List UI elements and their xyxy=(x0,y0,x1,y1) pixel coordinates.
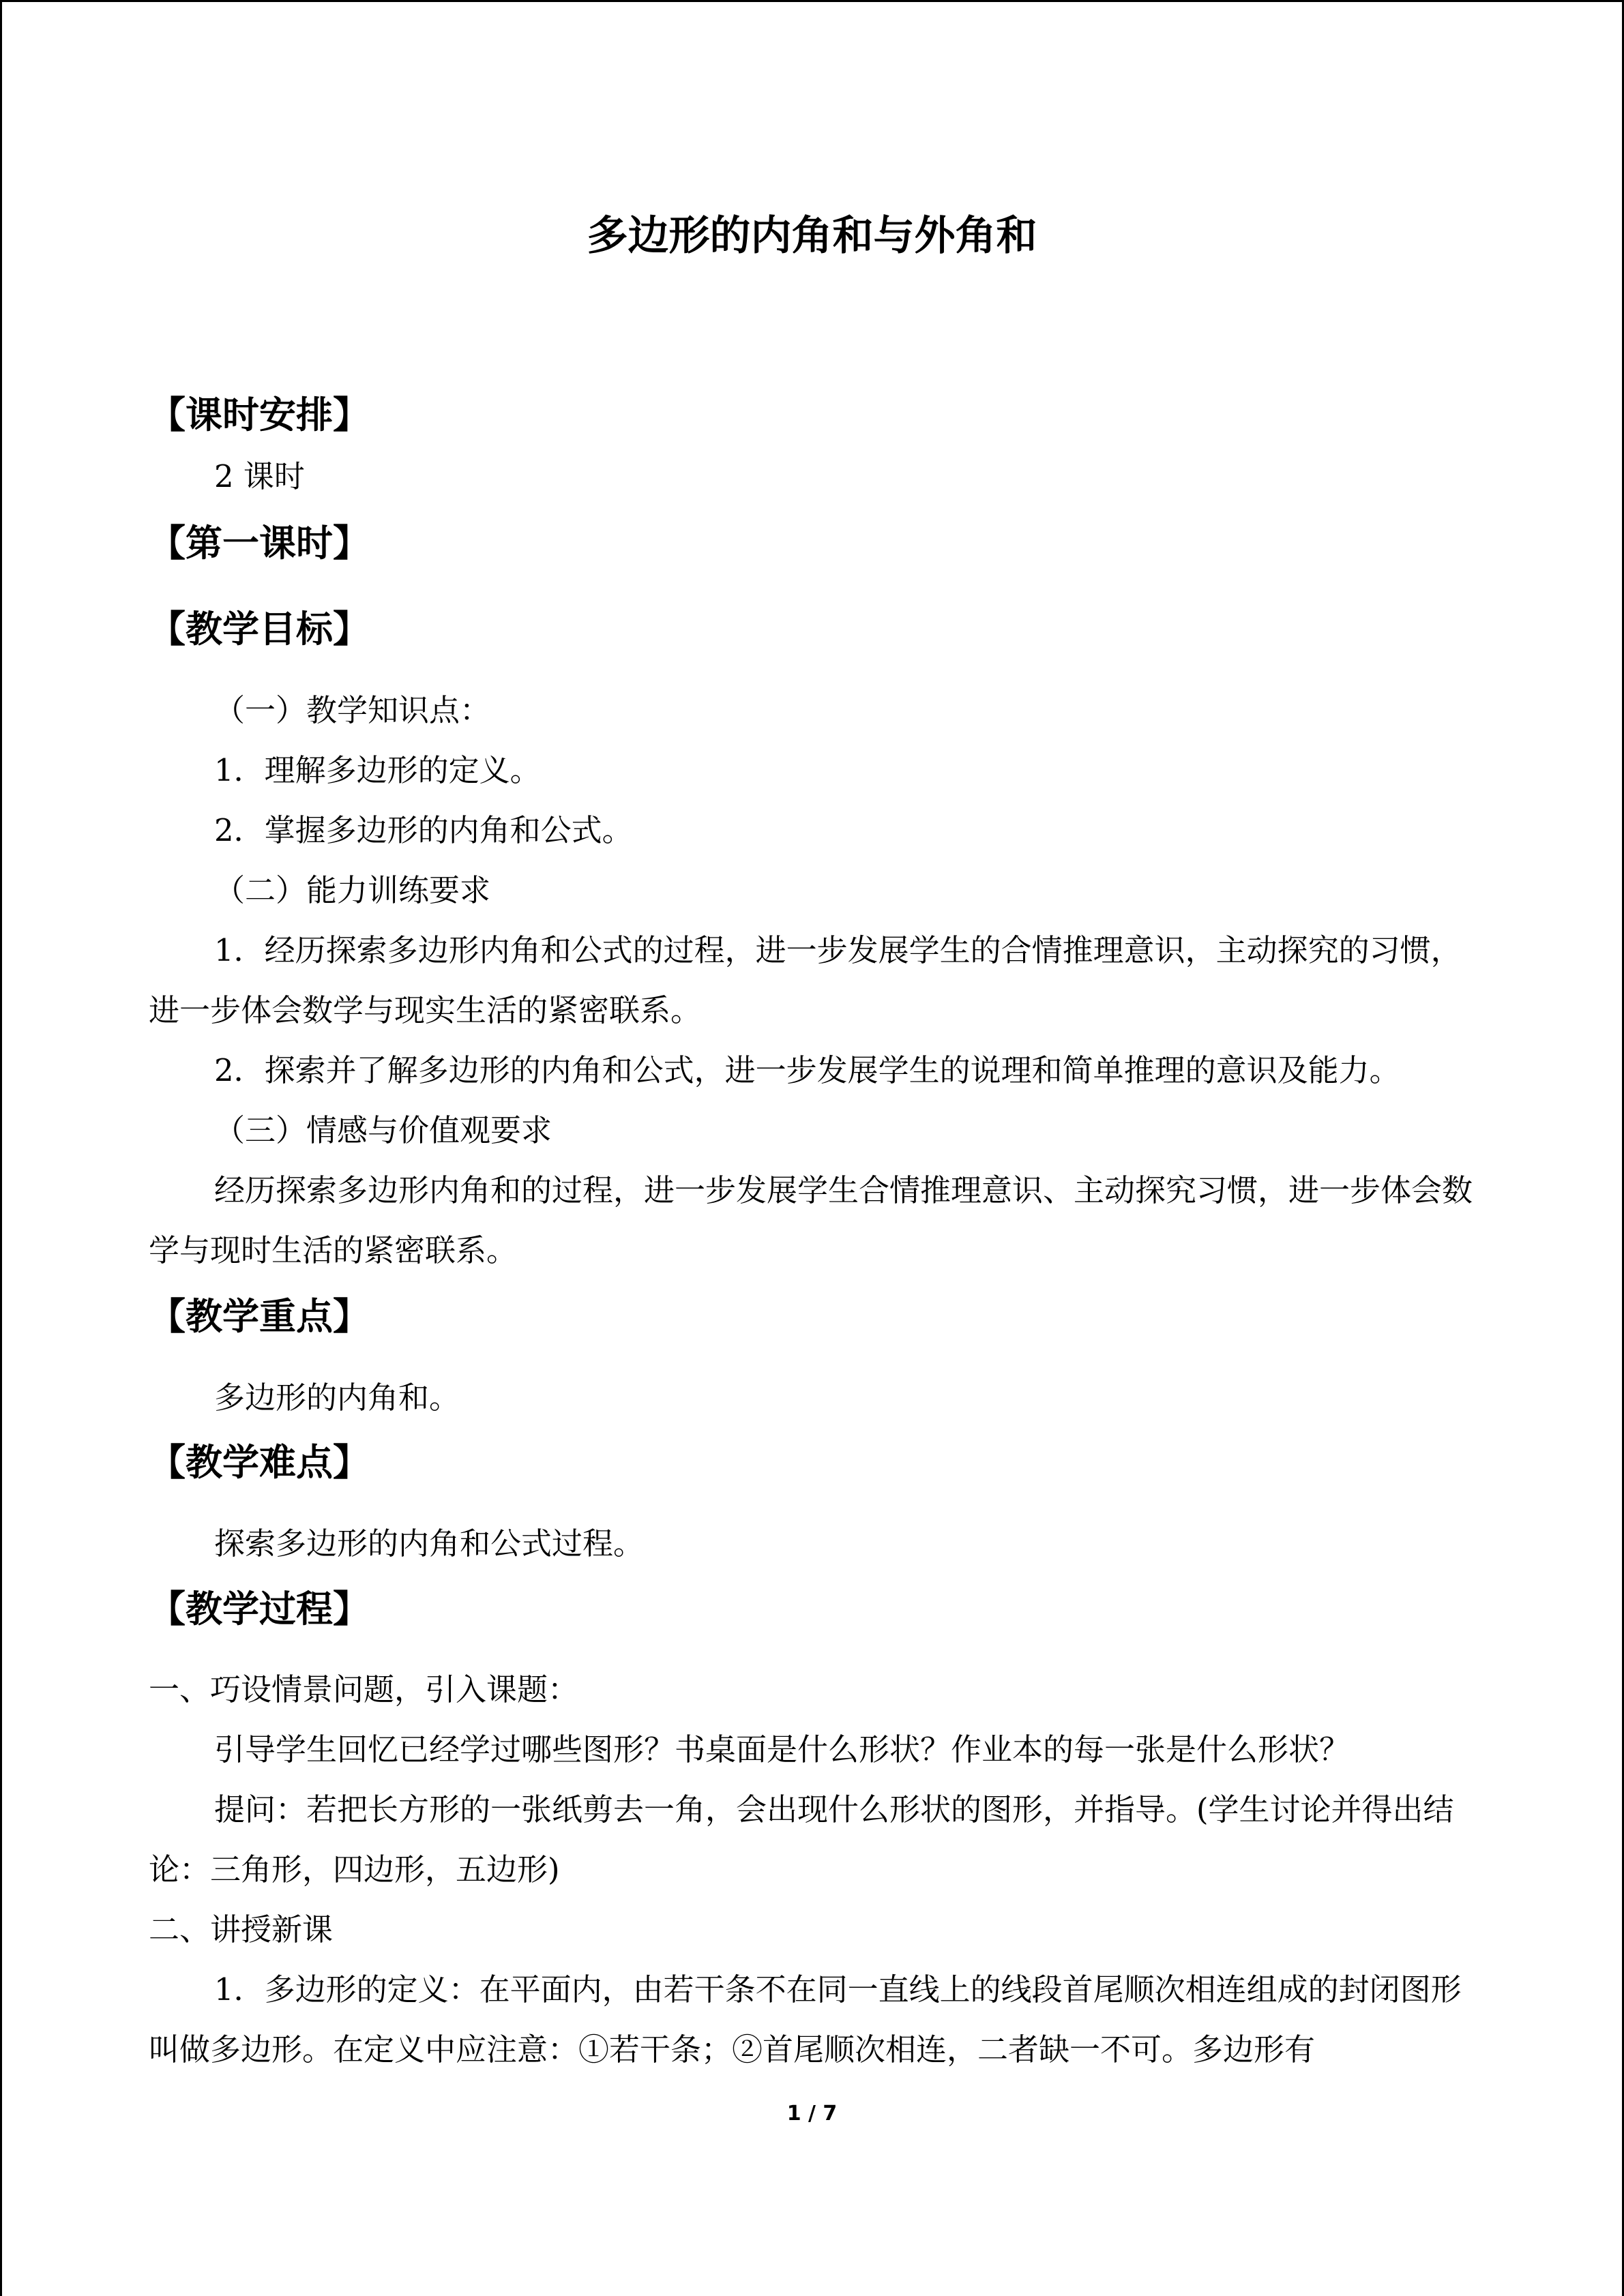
process-part2-title: 二、讲授新课 xyxy=(149,1911,334,1948)
ability-title: （二）能力训练要求 xyxy=(214,872,491,908)
heading-key-points: 【教学重点】 xyxy=(149,1295,370,1338)
heading-process: 【教学过程】 xyxy=(149,1587,370,1630)
knowledge-item-2: 2．掌握多边形的内角和公式。 xyxy=(214,812,633,848)
emotion-title: （三）情感与价值观要求 xyxy=(214,1112,552,1148)
heading-schedule: 【课时安排】 xyxy=(149,393,370,436)
emotion-text: 经历探索多边形内角和的过程，进一步发展学生合情推理意识、主动探究习惯，进一步体会数学与现时生活的紧密联系。 xyxy=(149,1172,1473,1268)
knowledge-title: （一）教学知识点： xyxy=(214,692,491,728)
schedule-text: 2 课时 xyxy=(214,458,305,494)
heading-first-lesson: 【第一课时】 xyxy=(149,522,370,565)
process-part1-p1: 引导学生回忆已经学过哪些图形？书桌面是什么形状？作业本的每一张是什么形状？ xyxy=(214,1731,1350,1768)
heading-difficulties: 【教学难点】 xyxy=(149,1441,370,1484)
key-points-text: 多边形的内角和。 xyxy=(214,1380,460,1416)
ability-item-2: 2．探索并了解多边形的内角和公式，进一步发展学生的说理和简单推理的意识及能力。 xyxy=(214,1052,1400,1088)
process-part2-p1: 1．多边形的定义：在平面内，由若干条不在同一直线上的线段首尾顺次相连组成的封闭图形叫做多边形。在定义中应注意：①若干条；②首尾顺次相连，二者缺一不可。多边形有 xyxy=(149,1971,1462,2068)
page-number: 1 / 7 xyxy=(786,2102,838,2126)
heading-objectives: 【教学目标】 xyxy=(149,608,370,651)
ability-item-1: 1．经历探索多边形内角和公式的过程，进一步发展学生的合情推理意识，主动探究的习惯，进一步体会数学与现实生活的紧密联系。 xyxy=(149,932,1462,1028)
document-title: 多边形的内角和与外角和 xyxy=(587,212,1037,260)
process-part1-title: 一、巧设情景问题，引入课题： xyxy=(149,1671,579,1708)
knowledge-item-1: 1．理解多边形的定义。 xyxy=(214,752,541,788)
difficulties-text: 探索多边形的内角和公式过程。 xyxy=(214,1525,645,1562)
process-part1-p2: 提问：若把长方形的一张纸剪去一角，会出现什么形状的图形，并指导。(学生讨论并得出结论：三角形，四边形，五边形) xyxy=(149,1791,1454,1888)
